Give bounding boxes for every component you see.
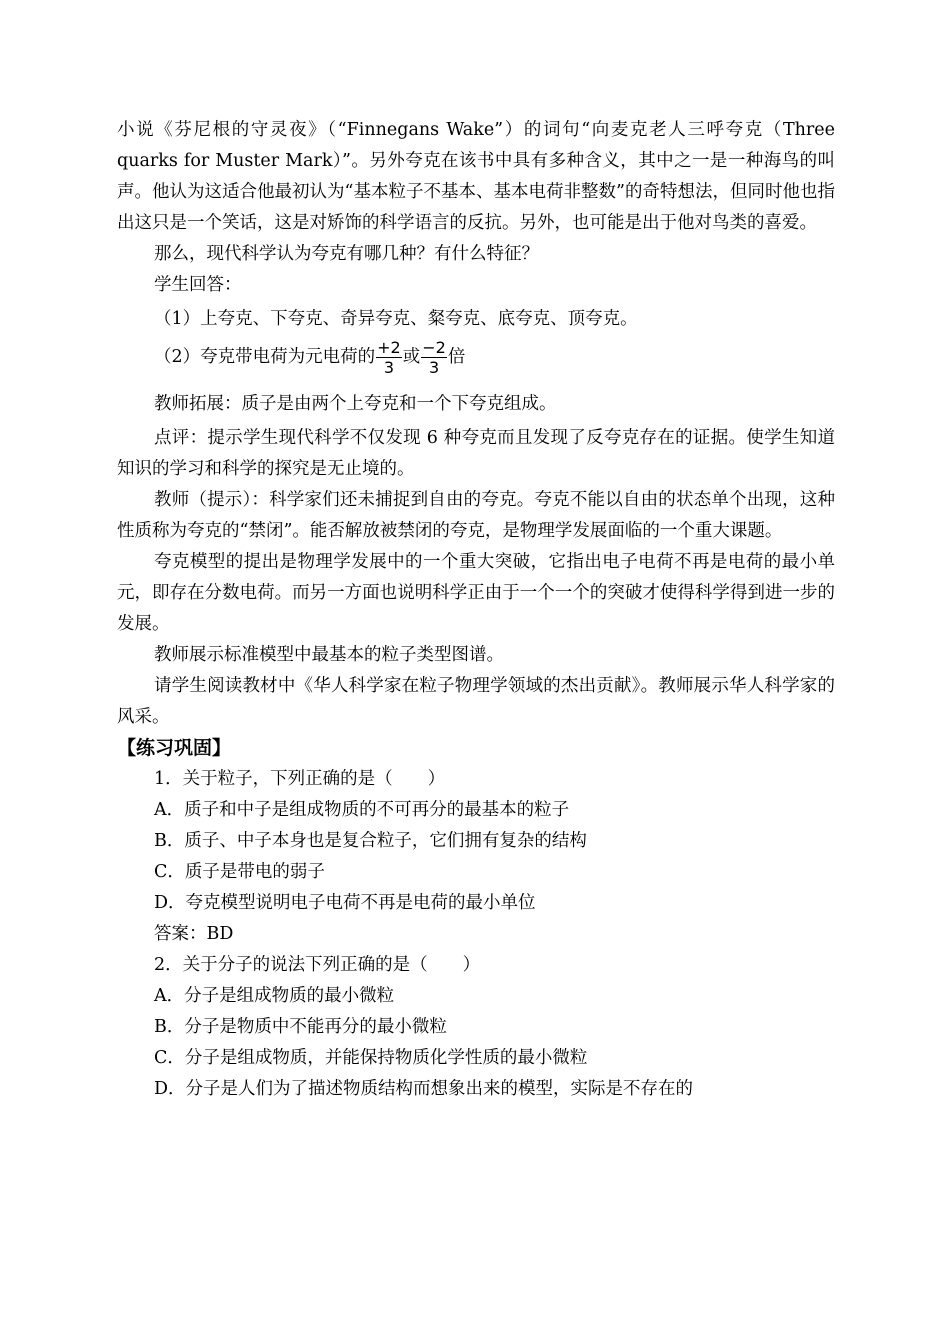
answer-2-or: 或 (402, 347, 421, 367)
fraction-positive-denominator: 3 (383, 358, 395, 377)
teacher-hint-paragraph: 教师（提示）：科学家们还未捕捉到自由的夸克。夸克不能以自由的状态单个出现，这种性质称为夸克的“禁闭”。能否解放被禁闭的夸克，是物理学发展面临的一个重大课题。 (117, 490, 835, 541)
intro-paragraph: 小说《芬尼根的守灵夜》（“Finnegans Wake”）的词句“向麦克老人三呼夸克（Three quarks for Muster Mark）”。另外夸克在该书中具有多种含义，其中之一是一种海鸟的叫声。他认为这适合他最初认为“基本粒子不基本、基本电荷非整数”的奇特想法，但同时他也指出这只是一个笑话，这是对矫饰的科学语言的反抗。另外，也可能是出于他对鸟类的喜爱。 (117, 120, 835, 233)
comment-paragraph: 点评：提示学生现代科学不仅发现 6 种夸克而且发现了反夸克存在的证据。使学生知道知识的学习和科学的探究是无止境的。 (117, 428, 835, 479)
answer-2-prefix: （2）夸克带电荷为元电荷的 (154, 347, 376, 367)
fraction-negative-numerator: −2 (422, 338, 446, 357)
question-1-option-d: D．夸克模型说明电子电荷不再是电荷的最小单位 (154, 893, 536, 913)
question-2-option-c: C．分子是组成物质，并能保持物质化学性质的最小微粒 (154, 1048, 588, 1068)
answer-2-suffix: 倍 (447, 347, 466, 367)
reading-paragraph: 请学生阅读教材中《华人科学家在粒子物理学领域的杰出贡献》。教师展示华人科学家的风采。 (117, 676, 835, 727)
fraction-positive-numerator: +2 (377, 338, 401, 357)
practice-heading: 【练习巩固】 (117, 737, 232, 759)
question-1-stem: 1．关于粒子，下列正确的是（ ） (154, 769, 446, 789)
student-answer-label: 学生回答： (154, 275, 242, 295)
question-1-option-a: A．质子和中子是组成物质的不可再分的最基本的粒子 (154, 800, 570, 820)
question-2-option-d: D．分子是人们为了描述物质结构而想象出来的模型，实际是不存在的 (154, 1079, 694, 1099)
teacher-expand: 教师拓展：质子是由两个上夸克和一个下夸克组成。 (154, 394, 557, 414)
fraction-negative-denominator: 3 (428, 358, 440, 377)
question-1-option-c: C．质子是带电的弱子 (154, 862, 325, 882)
teacher-show-paragraph: 教师展示标准模型中最基本的粒子类型图谱。 (154, 645, 504, 665)
quark-model-paragraph: 夸克模型的提出是物理学发展中的一个重大突破，它指出电子电荷不再是电荷的最小单元，即存在分数电荷。而另一方面也说明科学正由于一个一个的突破才使得科学得到进一步的发展。 (117, 552, 835, 634)
answer-2 (117, 335, 835, 379)
fraction-positive (376, 338, 402, 377)
question-paragraph: 那么，现代科学认为夸克有哪几种？有什么特征？ (154, 244, 539, 264)
document-page (117, 115, 835, 1105)
question-2-option-a: A．分子是组成物质的最小微粒 (154, 986, 395, 1006)
question-1-answer: 答案：BD (154, 924, 234, 944)
question-2-option-b: B．分子是物质中不能再分的最小微粒 (154, 1017, 447, 1037)
question-1-option-b: B．质子、中子本身也是复合粒子，它们拥有复杂的结构 (154, 831, 587, 851)
question-2-stem: 2．关于分子的说法下列正确的是（ ） (154, 955, 481, 975)
answer-1: （1）上夸克、下夸克、奇异夸克、粲夸克、底夸克、顶夸克。 (154, 309, 638, 329)
fraction-negative (421, 338, 447, 377)
